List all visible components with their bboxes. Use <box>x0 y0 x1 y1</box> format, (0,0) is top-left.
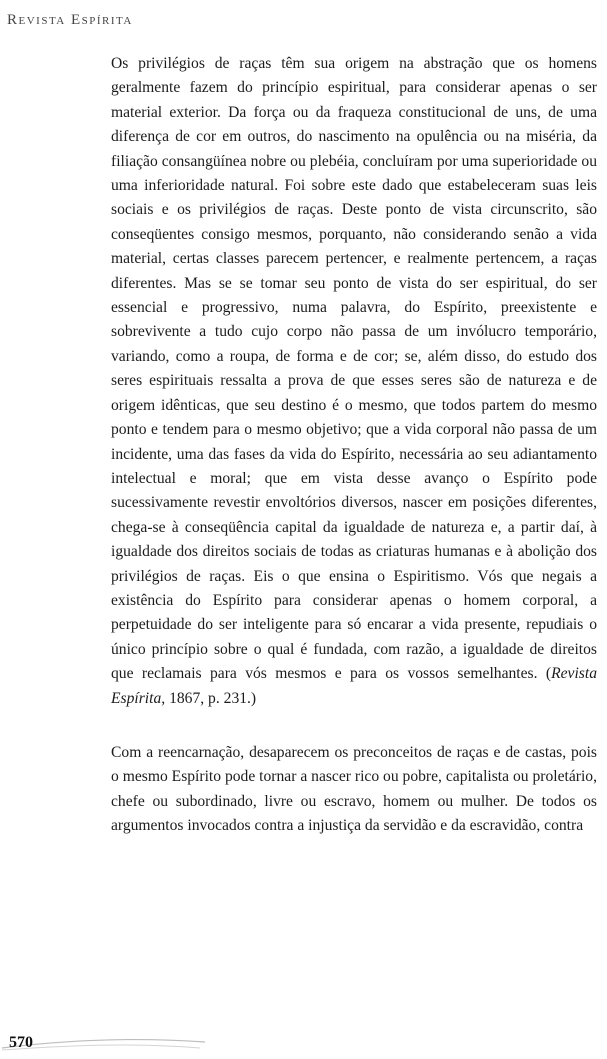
paragraph-2: Com a reencarnação, desaparecem os preconceitos de raças e de castas, pois o mesmo Espírito pode tornar a nascer rico ou pobre, capitalista ou proletário, chefe ou subordinado, livre ou escravo, homem ou mulher. De todos os argumentos invocados contra a injustiça da servidão e da escravidão, contra <box>111 743 597 835</box>
citation-title: Revista Espírita <box>111 665 597 707</box>
page-body <box>111 52 597 839</box>
citation-details: , 1867, p. 231.) <box>161 689 257 707</box>
paragraph-1-text: Os privilégios de raças têm sua origem na abstração que os homens geralmente fazem do princípio espiritual, para considerar apenas o ser material exterior. Da força ou da fraqueza constitucional de uns, de uma diferença de cor em outros, do nascimento na opulência ou na miséria, da filiação consangüínea nobre ou plebéia, concluíram por uma superioridade ou uma inferioridade natural. Foi sobre este dado que estabeleceram suas leis sociais e os privilégios de raças. Deste ponto de vista circunscrito, são conseqüentes consigo mesmos, porquanto, não considerando senão a vida material, certas classes parecem pertencer, e realmente pertencem, a raças diferentes. Mas se se tomar seu ponto de vista do ser espiritual, do ser essencial e progressivo, numa palavra, do Espírito, preexistente e sobrevivente a tudo cujo corpo não passa de um invólucro temporário, variando, como a roupa, de forma e de cor; se, além disso, do estudo dos seres espirituais ressalta a prova de que esses seres são de natureza e de origem idênticas, que seu destino é o mesmo, que todos partem do mesmo ponto e tendem para o mesmo objetivo; que a vida corporal não passa de um incidente, uma das fases da vida do Espírito, necessária ao seu adiantamento intelectual e moral; que em vista desse avanço o Espírito pode sucessivamente revestir envoltórios diversos, nascer em posições diferentes, chega-se à conseqüência capital da igualdade de natureza e, a partir daí, à igualdade dos direitos sociais de todas as criaturas humanas e à abolição dos privilégios de raças. Eis o que ensina o Espiritismo. Vós que negais a existência do Espírito para considerar apenas o homem corporal, a perpetuidade do ser inteligente para só encarar a vida presente, repudiais o único princípio sobre o qual é fundada, com razão, a igualdade de direitos que reclamais para vós mesmos e para os vossos semelhantes. ( <box>111 55 597 683</box>
running-header: Revista Espírita <box>7 12 133 28</box>
page-number: 570 <box>9 1034 33 1051</box>
paragraph-1 <box>111 52 597 711</box>
